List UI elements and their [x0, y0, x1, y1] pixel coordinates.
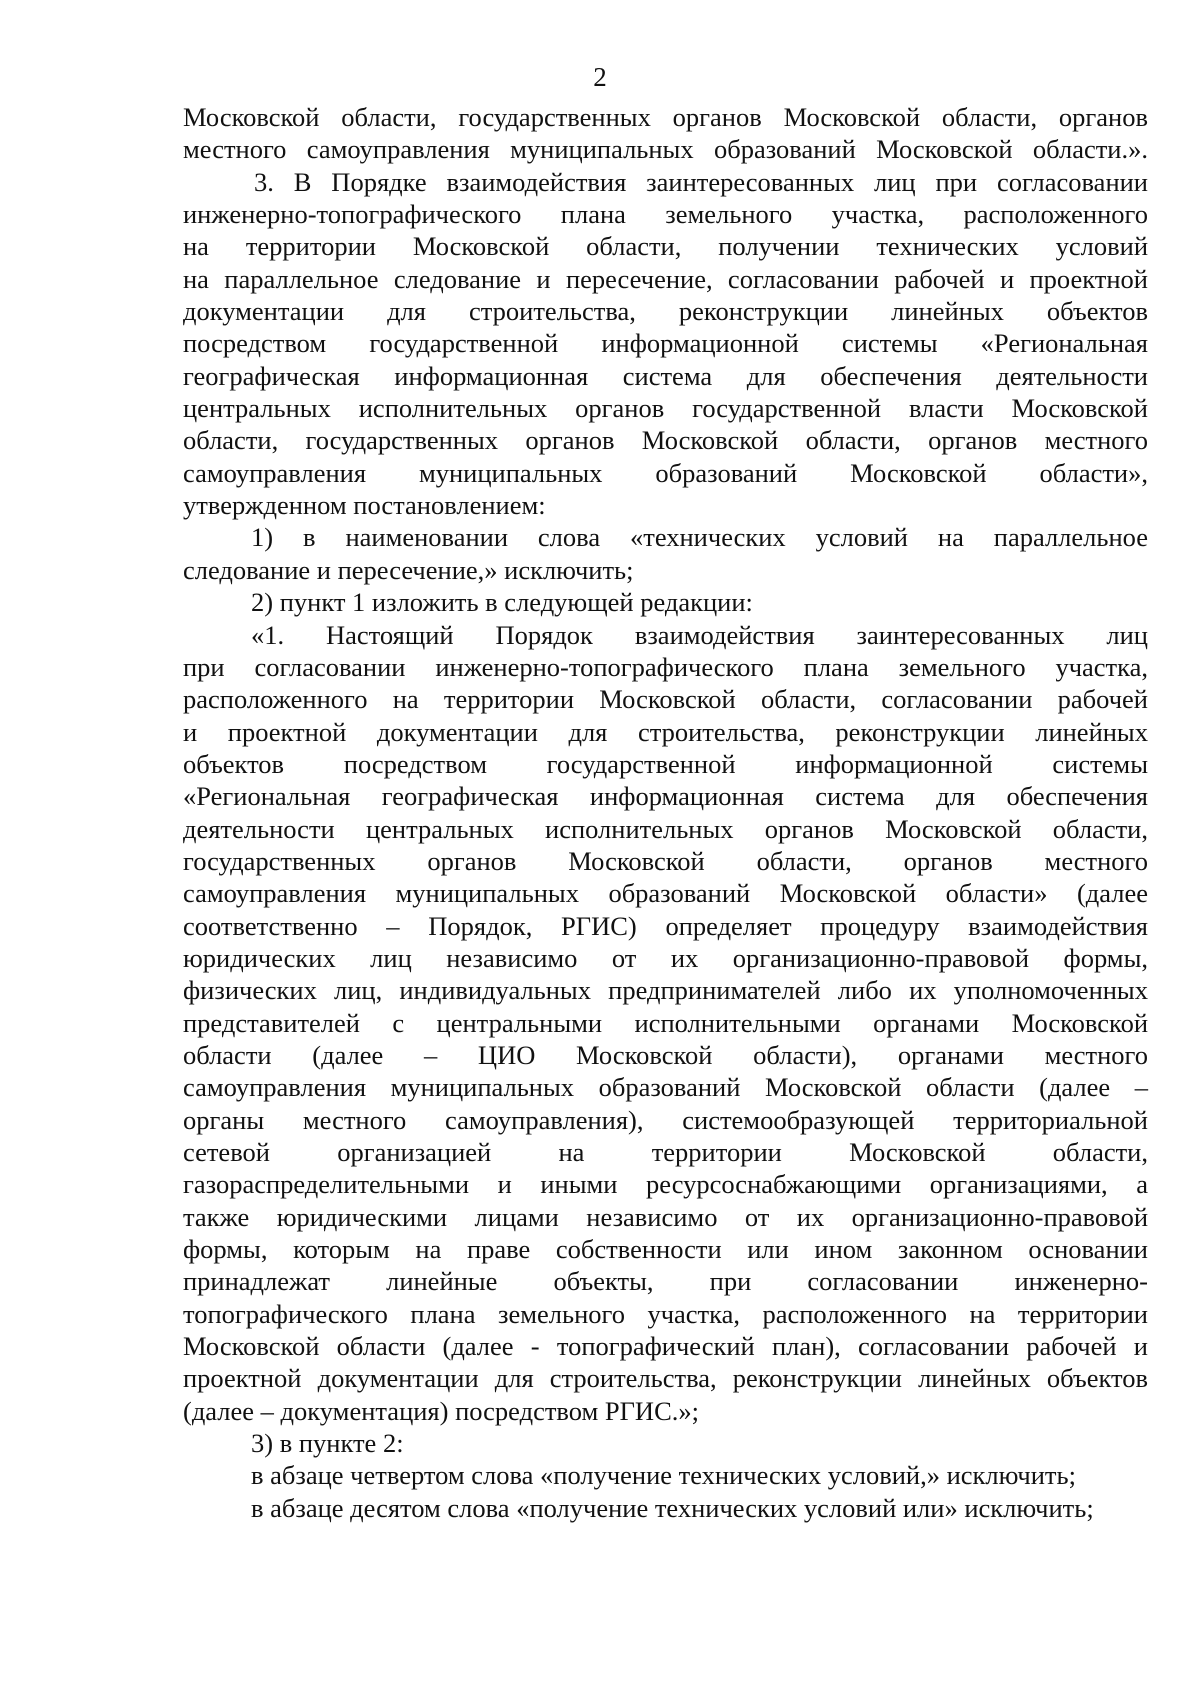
text-line: Московской области (далее - топографический план), согласовании рабочей и: [183, 1331, 1148, 1362]
page-number: 2: [593, 62, 607, 92]
text-line: проектной документации для строительства, реконструкции линейных объектов: [183, 1363, 1148, 1394]
document-body: [183, 101, 1148, 1524]
text-line: «Региональная географическая информационная система для обеспечения: [183, 781, 1148, 812]
text-line: документации для строительства, реконструкции линейных объектов: [183, 296, 1148, 327]
text-line: юридических лиц независимо от их организационно-правовой формы,: [183, 942, 1148, 973]
text-line: на территории Московской области, получении технических условий: [183, 231, 1148, 262]
text-line: соответственно – Порядок, РГИС) определяет процедуру взаимодействия: [183, 910, 1148, 941]
text-line: и проектной документации для строительства, реконструкции линейных: [183, 716, 1148, 747]
text-line: на параллельное следование и пересечение, согласовании рабочей и проектной: [183, 263, 1148, 294]
text-line: принадлежат линейные объекты, при согласовании инженерно-: [183, 1266, 1148, 1297]
text-line: (далее – документация) посредством РГИС.»;: [183, 1395, 699, 1426]
paragraph-start-line: 3) в пункте 2:: [251, 1428, 404, 1459]
paragraph-start-line: «1. Настоящий Порядок взаимодействия заинтересованных лиц: [251, 619, 1148, 650]
text-line: государственных органов Московской области, органов местного: [183, 845, 1148, 876]
paragraph-start-line: в абзаце четвертом слова «получение технических условий,» исключить;: [251, 1460, 1076, 1491]
text-line: газораспределительными и иными ресурсоснабжающими организациями, а: [183, 1169, 1148, 1200]
text-line: посредством государственной информационной системы «Региональная: [183, 328, 1148, 359]
text-line: топографического плана земельного участка, расположенного на территории: [183, 1298, 1148, 1329]
text-line: представителей с центральными исполнительными органами Московской: [183, 1007, 1148, 1038]
text-line: местного самоуправления муниципальных образований Московской области.».: [183, 134, 1148, 165]
paragraph-start-line: 3. В Порядке взаимодействия заинтересованных лиц при согласовании: [254, 166, 1148, 197]
text-line: самоуправления муниципальных образований Московской области (далее –: [183, 1072, 1148, 1103]
paragraph-start-line: 1) в наименовании слова «технических условий на параллельное: [251, 522, 1148, 553]
paragraph-start-line: 2) пункт 1 изложить в следующей редакции:: [251, 587, 753, 618]
text-line: области (далее – ЦИО Московской области), органами местного: [183, 1039, 1148, 1070]
text-line: инженерно-топографического плана земельного участка, расположенного: [183, 199, 1148, 230]
text-line: деятельности центральных исполнительных органов Московской области,: [183, 813, 1148, 844]
text-line: также юридическими лицами независимо от их организационно-правовой: [183, 1201, 1148, 1232]
text-line: при согласовании инженерно-топографического плана земельного участка,: [183, 651, 1148, 682]
text-line: расположенного на территории Московской области, согласовании рабочей: [183, 684, 1148, 715]
text-line: органы местного самоуправления), системообразующей территориальной: [183, 1104, 1148, 1135]
text-line: формы, которым на праве собственности или ином законном основании: [183, 1234, 1148, 1265]
text-line: центральных исполнительных органов государственной власти Московской: [183, 393, 1148, 424]
text-line: Московской области, государственных органов Московской области, органов: [183, 102, 1148, 132]
text-line: следование и пересечение,» исключить;: [183, 554, 634, 585]
text-line: утвержденном постановлением:: [183, 490, 546, 521]
text-line: самоуправления муниципальных образований Московской области»,: [183, 457, 1148, 488]
text-line: сетевой организацией на территории Московской области,: [183, 1137, 1148, 1167]
text-line: физических лиц, индивидуальных предпринимателей либо их уполномоченных: [183, 975, 1148, 1006]
text-line: географическая информационная система для обеспечения деятельности: [183, 360, 1148, 391]
text-line: объектов посредством государственной информационной системы: [183, 748, 1148, 779]
paragraph-start-line: в абзаце десятом слова «получение технических условий или» исключить;: [251, 1492, 1094, 1523]
text-line: самоуправления муниципальных образований Московской области» (далее: [183, 878, 1148, 909]
text-line: области, государственных органов Московской области, органов местного: [183, 425, 1148, 456]
